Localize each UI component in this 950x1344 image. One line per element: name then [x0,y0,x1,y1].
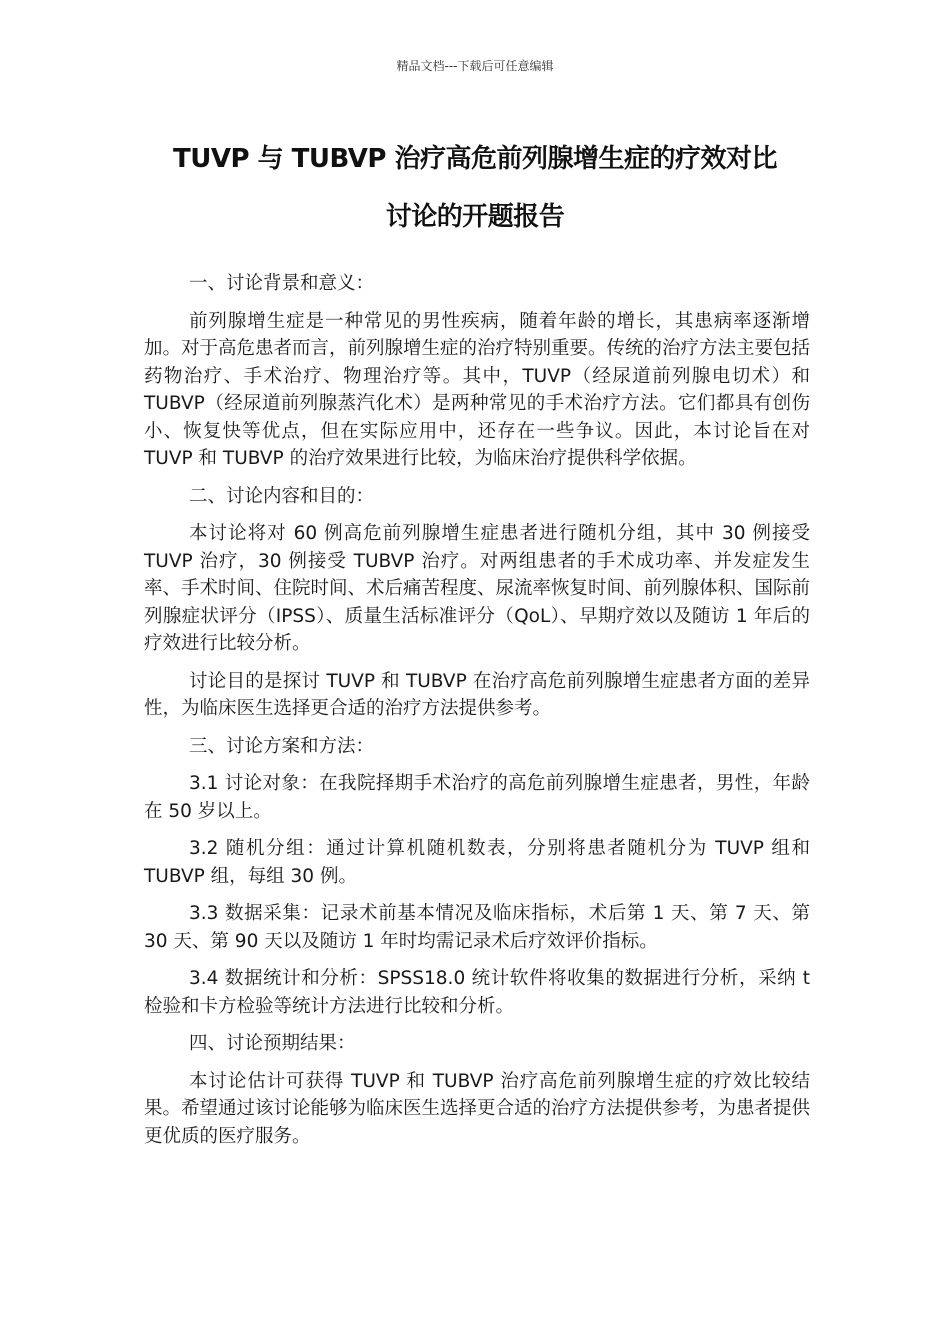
header-note: 精品文档---下载后可任意编辑 [396,59,554,73]
section-3-2: 3.2 随机分组：通过计算机随机数表，分别将患者随机分为 TUVP 组和 TUBVP 组，每组 30 例。 [144,838,810,887]
section-1-paragraph: 前列腺增生症是一种常见的男性疾病，随着年龄的增长，其患病率逐渐增加。对于高危患者而言，前列腺增生症的治疗特别重要。传统的治疗方法主要包括药物治疗、手术治疗、物理治疗等。其中，TUVP（经尿道前列腺电切术）和 TUBVP（经尿道前列腺蒸汽化术）是两种常见的手术治疗方法。它们都具有创伤小、恢复快等优点，但在实际应用中，还存在一些争议。因此，本讨论旨在对 TUVP 和 TUBVP 的治疗效果进行比较，为临床治疗提供科学依据。 [144,310,811,469]
section-3-heading: 三、讨论方案和方法： [189,735,375,757]
section-3-1: 3.1 讨论对象：在我院择期手术治疗的高危前列腺增生症患者，男性，年龄在 50 岁以上。 [144,773,810,822]
section-4-paragraph: 本讨论估计可获得 TUVP 和 TUBVP 治疗高危前列腺增生症的疗效比较结果。希望通过该讨论能够为临床医生选择更合适的治疗方法提供参考，为患者提供更优质的医疗服务。 [144,1070,811,1147]
document-title-line-2: 讨论的开题报告 [385,202,565,232]
section-2-paragraph-1: 本讨论将对 60 例高危前列腺增生症患者进行随机分组，其中 30 例接受 TUVP 治疗，30 例接受 TUBVP 治疗。对两组患者的手术成功率、并发症发生率、手术时间、住院时间、术后痛苦程度、尿流率恢复时间、前列腺体积、国际前列腺症状评分（IPSS）、质量生活标准评分（QoL）、早期疗效以及随访 1 年后的疗效进行比较分析。 [144,523,811,654]
section-2-paragraph-2: 讨论目的是探讨 TUVP 和 TUBVP 在治疗高危前列腺增生症患者方面的差异性，为临床医生选择更合适的治疗方法提供参考。 [144,670,810,719]
section-3-4: 3.4 数据统计和分析：SPSS18.0 统计软件将收集的数据进行分析，采纳 t 检验和卡方检验等统计方法进行比较和分析。 [144,968,810,1017]
section-3-3: 3.3 数据采集：记录术前基本情况及临床指标，术后第 1 天、第 7 天、第 30 天、第 90 天以及随访 1 年时均需记录术后疗效评价指标。 [144,903,810,952]
section-1-heading: 一、讨论背景和意义： [189,273,375,294]
document-body [144,270,810,1160]
document-title-line-1: TUVP 与 TUBVP 治疗高危前列腺增生症的疗效对比 [173,144,777,174]
section-4-heading: 四、讨论预期结果： [189,1033,356,1054]
section-2-heading: 二、讨论内容和目的： [189,485,375,507]
